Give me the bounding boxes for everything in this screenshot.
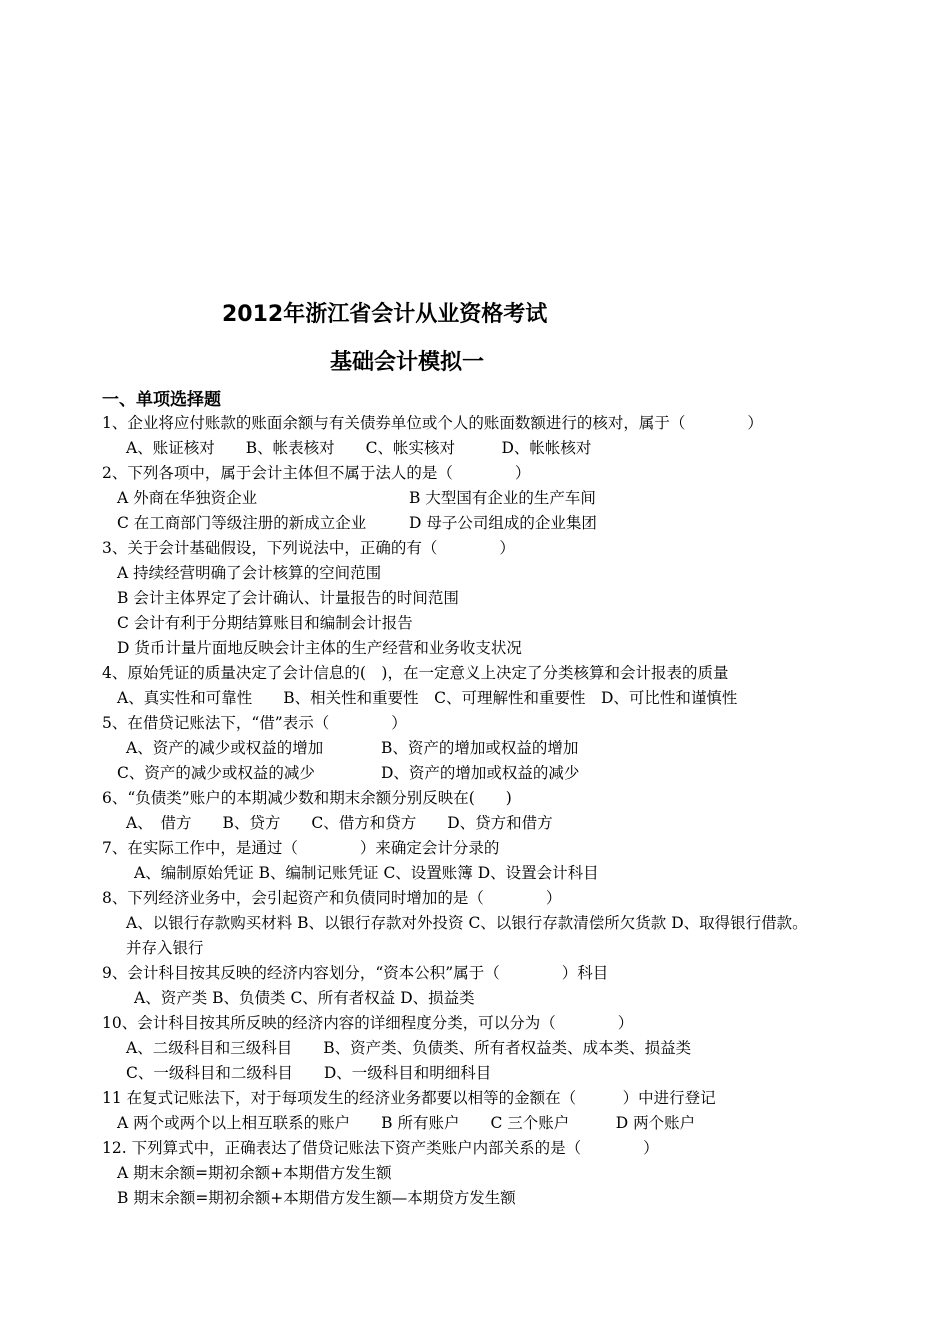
- question-2: 2、下列各项中，属于会计主体但不属于法人的是（ ）: [102, 464, 531, 482]
- question-3-option-a: A 持续经营明确了会计核算的空间范围: [117, 564, 382, 582]
- question-11: 11 在复式记账法下，对于每项发生的经济业务都要以相等的金额在（ ）中进行登记: [102, 1089, 716, 1107]
- question-10-options-cd: C、一级科目和二级科目 D、一级科目和明细科目: [126, 1064, 492, 1082]
- question-6: 6、“负债类”账户的本期减少数和期末余额分别反映在( ): [102, 789, 512, 807]
- question-3-option-d: D 货币计量片面地反映会计主体的生产经营和业务收支状况: [117, 639, 522, 657]
- question-2-option-d: D 母子公司组成的企业集团: [409, 514, 597, 532]
- section-heading: 一、单项选择题: [102, 390, 221, 410]
- question-2-option-c: C 在工商部门等级注册的新成立企业: [117, 514, 367, 532]
- question-3-option-b: B 会计主体界定了会计确认、计量报告的时间范围: [117, 589, 459, 607]
- question-6-options: A、 借方 B、贷方 C、借方和贷方 D、贷方和借方: [126, 814, 553, 832]
- question-11-options: A 两个或两个以上相互联系的账户 B 所有账户 C 三个账户 D 两个账户: [117, 1114, 696, 1132]
- document-subtitle: 基础会计模拟一: [330, 350, 485, 375]
- question-10-options-ab: A、二级科目和三级科目 B、资产类、负债类、所有者权益类、成本类、损益类: [126, 1039, 692, 1057]
- question-5-option-a: A、资产的减少或权益的增加: [126, 739, 324, 757]
- question-5-option-c: C、资产的减少或权益的减少: [117, 764, 315, 782]
- question-12: 12. 下列算式中，正确表达了借贷记账法下资产类账户内部关系的是（ ）: [102, 1139, 659, 1157]
- question-8-options-continued: 并存入银行: [126, 939, 204, 957]
- document-title: 2012年浙江省会计从业资格考试: [222, 302, 548, 327]
- question-7: 7、在实际工作中，是通过（ ）来确定会计分录的: [102, 839, 500, 857]
- question-5-option-d: D、资产的增加或权益的减少: [381, 764, 580, 782]
- question-4-options: A、真实性和可靠性 B、相关性和重要性 C、可理解性和重要性 D、可比性和谨慎性: [117, 689, 738, 707]
- question-9: 9、会计科目按其反映的经济内容划分，“资本公积”属于（ ）科目: [102, 964, 609, 982]
- question-3-option-c: C 会计有利于分期结算账目和编制会计报告: [117, 614, 413, 632]
- question-1-options: A、账证核对 B、帐表核对 C、帐实核对 D、帐帐核对: [126, 439, 592, 457]
- question-8-options: A、以银行存款购买材料 B、以银行存款对外投资 C、以银行存款清偿所欠货款 D、取得银行借款。: [126, 914, 808, 932]
- question-12-option-a: A 期末余额=期初余额+本期借方发生额: [117, 1164, 392, 1182]
- question-8: 8、下列经济业务中，会引起资产和负债同时增加的是（ ）: [102, 889, 562, 907]
- question-7-options: A、编制原始凭证 B、编制记账凭证 C、设置账簿 D、设置会计科目: [134, 864, 599, 882]
- question-10: 10、会计科目按其所反映的经济内容的详细程度分类，可以分为（ ）: [102, 1014, 634, 1032]
- question-5-option-b: B、资产的增加或权益的增加: [381, 739, 579, 757]
- question-4: 4、原始凭证的质量决定了会计信息的( )，在一定意义上决定了分类核算和会计报表的质量: [102, 664, 729, 682]
- question-2-option-a: A 外商在华独资企业: [117, 489, 258, 507]
- question-5: 5、在借贷记账法下，“借”表示（ ）: [102, 714, 407, 732]
- question-2-option-b: B 大型国有企业的生产车间: [409, 489, 596, 507]
- question-9-options: A、资产类 B、负债类 C、所有者权益 D、损益类: [134, 989, 475, 1007]
- question-1: 1、企业将应付账款的账面余额与有关债券单位或个人的账面数额进行的核对，属于（ ）: [102, 414, 763, 432]
- question-3: 3、关于会计基础假设，下列说法中，正确的有（ ）: [102, 539, 515, 557]
- question-12-option-b: B 期末余额=期初余额+本期借方发生额—本期贷方发生额: [117, 1189, 516, 1207]
